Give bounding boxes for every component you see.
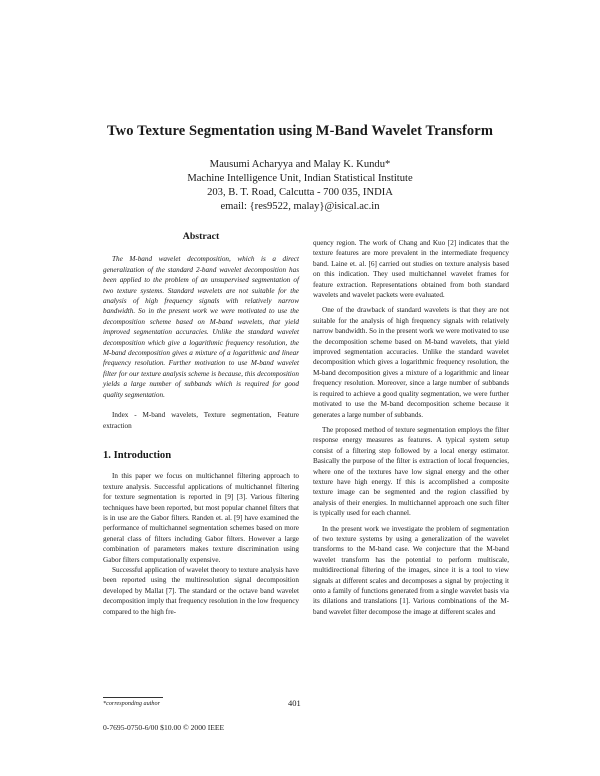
section-heading-introduction: 1. Introduction [103,449,172,461]
left-column [103,232,299,617]
paper-title: Two Texture Segmentation using M-Band Wavelet Transform [106,123,493,139]
abstract-heading: Abstract [182,231,220,242]
body-paragraph: One of the drawback of standard wavelets is that they are not suitable for the analysis of high frequency signals with relatively narrow bandwidth. So in the present work we were motivated to use the decomposition scheme based on M-band wavelets, that yield improved segmentation accuracies. Unlike the standard wavelet decomposition which gives a logarithmic frequency resolution, the M-band decomposition gives a mixture of a logarithmic and linear frequency resolution. Moreover, since a large number of subbands is required to achieve a good quality segmentation, we were further motivated to use the M-band decomposition scheme because it generates a large number of subbands. [313,306,510,419]
body-paragraph: quency region. The work of Chang and Kuo [2] indicates that the texture features are more prevalent in the intermediate frequency band. Laine et. al. [6] carried out studies on texture analysis based on this indication. They used multichannel wavelet frames for feature extraction. Representations obtained from both standard wavelets and wavelet packets were evaluated. [313,239,509,300]
intro-paragraph: In this paper we focus on multichannel filtering approach to texture analysis. Successful applications of multichannel filtering for texture segmentation is reported in [9] [3]. Various filtering techniques have been reported, but most popular channel filters that is in use are the Gabor filters. Randen et. al. [9] have examined the performance of multichannel segmentation schemes based on more general class of filters including Gabor filters. However a large combination of parameters makes texture discrimination using Gabor filters computationally expensive. [103,472,299,564]
isbn-line: 0-7695-0750-6/00 $10.00 © 2000 IEEE [103,723,225,732]
affiliation: Machine Intelligence Unit, Indian Statistical Institute [187,173,413,184]
address: 203, B. T. Road, Calcutta - 700 035, INDIA [207,187,393,198]
index-terms: Index - M-band wavelets, Texture segmentation, Feature extraction [103,411,299,430]
email: email: {res9522, malay}@isical.ac.in [220,201,380,212]
intro-paragraph: Successful application of wavelet theory to texture analysis have been reported using the multiresolution signal decomposition developed by Mallat [7]. The standard or the octave band wavelet decomposition imply that frequency resolution in the low frequency compared to the high fre- [103,565,299,616]
footnote-rule [103,697,163,698]
right-column [313,238,509,617]
footnote: *corresponding author [103,700,161,707]
page-number: 401 [288,698,301,708]
body-paragraph: The proposed method of texture segmentation employs the filter response energy measures as features. A typical system setup consist of a filtering step followed by a local energy estimator. Basically the purpose of the filter is extraction of local frequencies, where one of the textures have low signal energy and the other texture have high energy. If this is accomplished a composite texture image can be segmented and the region classified by analysis of their energies. In multichannel approach one such filter is typically used for each channel. [313,425,509,518]
author-block [0,158,600,214]
body-paragraph: In the present work we investigate the problem of segmentation of two texture systems by using a generalization of the wavelet transforms to the M-band case. We conjecture that the M-band wavelet transform has the potential to perform multiscale, multidirectional filtering of the images, since it is a tool to view signals at different scales and decomposes a signal by projecting it onto a family of functions generated from a single wavelet basis via its dilations and translations [1]. Various combinations of the M-band wavelet filter decompose the image at different scales and [313,524,509,616]
abstract-text: The M-band wavelet decomposition, which is a direct generalization of the standard 2-band wavelet decomposition has been applied to the problem of an unsupervised segmentation of two texture systems. Standard wavelets are not suitable for the analysis of high frequency signals with relatively narrow bandwidth. So in the present work we were motivated to use the decomposition scheme based on M-band wavelets, that yield improved segmentation accuracies. Unlike the standard wavelet decomposition which give a logarithmic frequency resolution, the M-band decomposition gives a mixture of a logarithmic and linear frequency resolution. Further motivation to use M-band wavelet filter for our texture analysis scheme is because, this decomposition yields a large number of subbands which is required for good quality segmentation. [103,255,299,399]
authors-line: Mausumi Acharyya and Malay K. Kundu* [209,159,391,170]
